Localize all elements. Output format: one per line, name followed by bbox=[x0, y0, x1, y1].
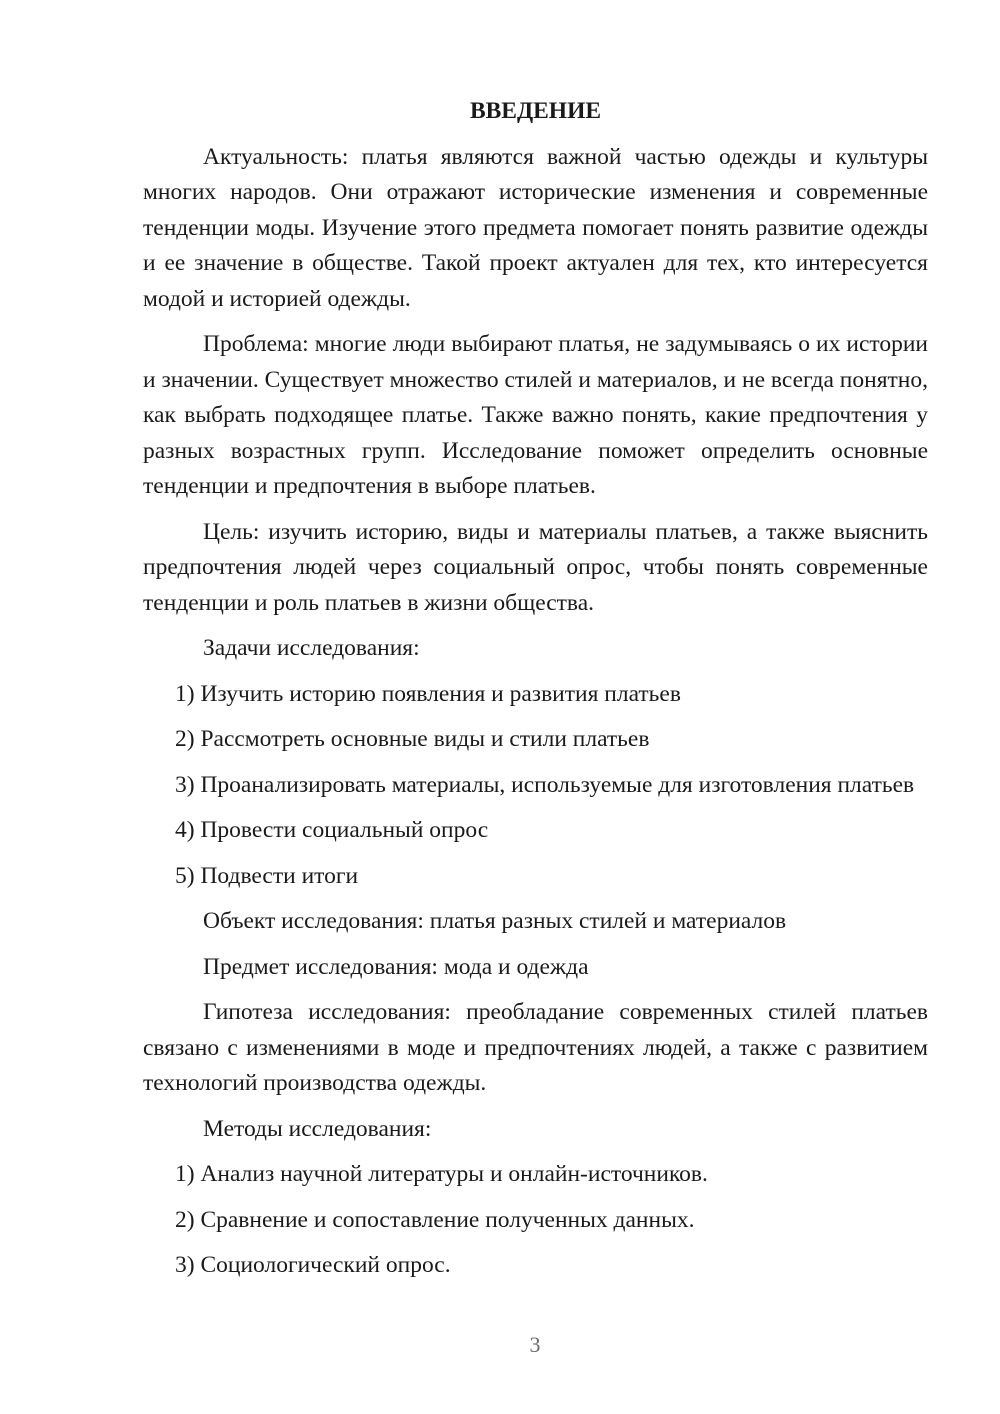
methods-heading: Методы исследования: bbox=[203, 1115, 432, 1142]
page-number: 3 bbox=[529, 1332, 541, 1357]
goal-paragraph: Цель: изучить историю, виды и материалы платьев, а также выяснить предпочтения людей через социальный опрос, чтобы понять современные тенденции и роль платьев в жизни общества. bbox=[143, 518, 928, 616]
section-title: ВВЕДЕНИЕ bbox=[469, 98, 602, 124]
task-item-3: 3) Проанализировать материалы, используемые для изготовления платьев bbox=[175, 771, 915, 798]
research-subject: Предмет исследования: мода и одежда bbox=[203, 953, 589, 980]
problem-paragraph: Проблема: многие люди выбирают платья, не задумываясь о их истории и значении. Существует множество стилей и материалов, и не всегда понятно, как выбрать подходящее платье. Также важно понять, какие предпочтения у разных возрастных групп. Исследование поможет определить основные тенденции и предпочтения в выборе платьев. bbox=[143, 331, 928, 499]
method-item-3: 3) Социологический опрос. bbox=[175, 1252, 451, 1278]
page-content bbox=[143, 94, 928, 1294]
relevance-paragraph: Актуальность: платья являются важной частью одежды и культуры многих народов. Они отражают исторические изменения и современные тенденции моды. Изучение этого предмета помогает понять развитие одежды и ее значение в обществе. Такой проект актуален для тех, кто интересуется модой и историей одежды. bbox=[143, 143, 928, 312]
research-object: Объект исследования: платья разных стилей и материалов bbox=[203, 908, 787, 934]
method-item-2: 2) Сравнение и сопоставление полученных данных. bbox=[175, 1206, 695, 1233]
task-item-2: 2) Рассмотреть основные виды и стили платьев bbox=[175, 726, 650, 752]
tasks-heading: Задачи исследования: bbox=[203, 635, 420, 661]
task-item-4: 4) Провести социальный опрос bbox=[175, 817, 489, 843]
hypothesis-paragraph: Гипотеза исследования: преобладание современных стилей платьев связано с изменениями в моде и предпочтениях людей, а также с развитием технологий производства одежды. bbox=[143, 999, 928, 1096]
task-item-5: 5) Подвести итоги bbox=[175, 862, 359, 889]
method-item-1: 1) Анализ научной литературы и онлайн-источников. bbox=[175, 1161, 708, 1187]
task-item-1: 1) Изучить историю появления и развития платьев bbox=[175, 680, 681, 707]
